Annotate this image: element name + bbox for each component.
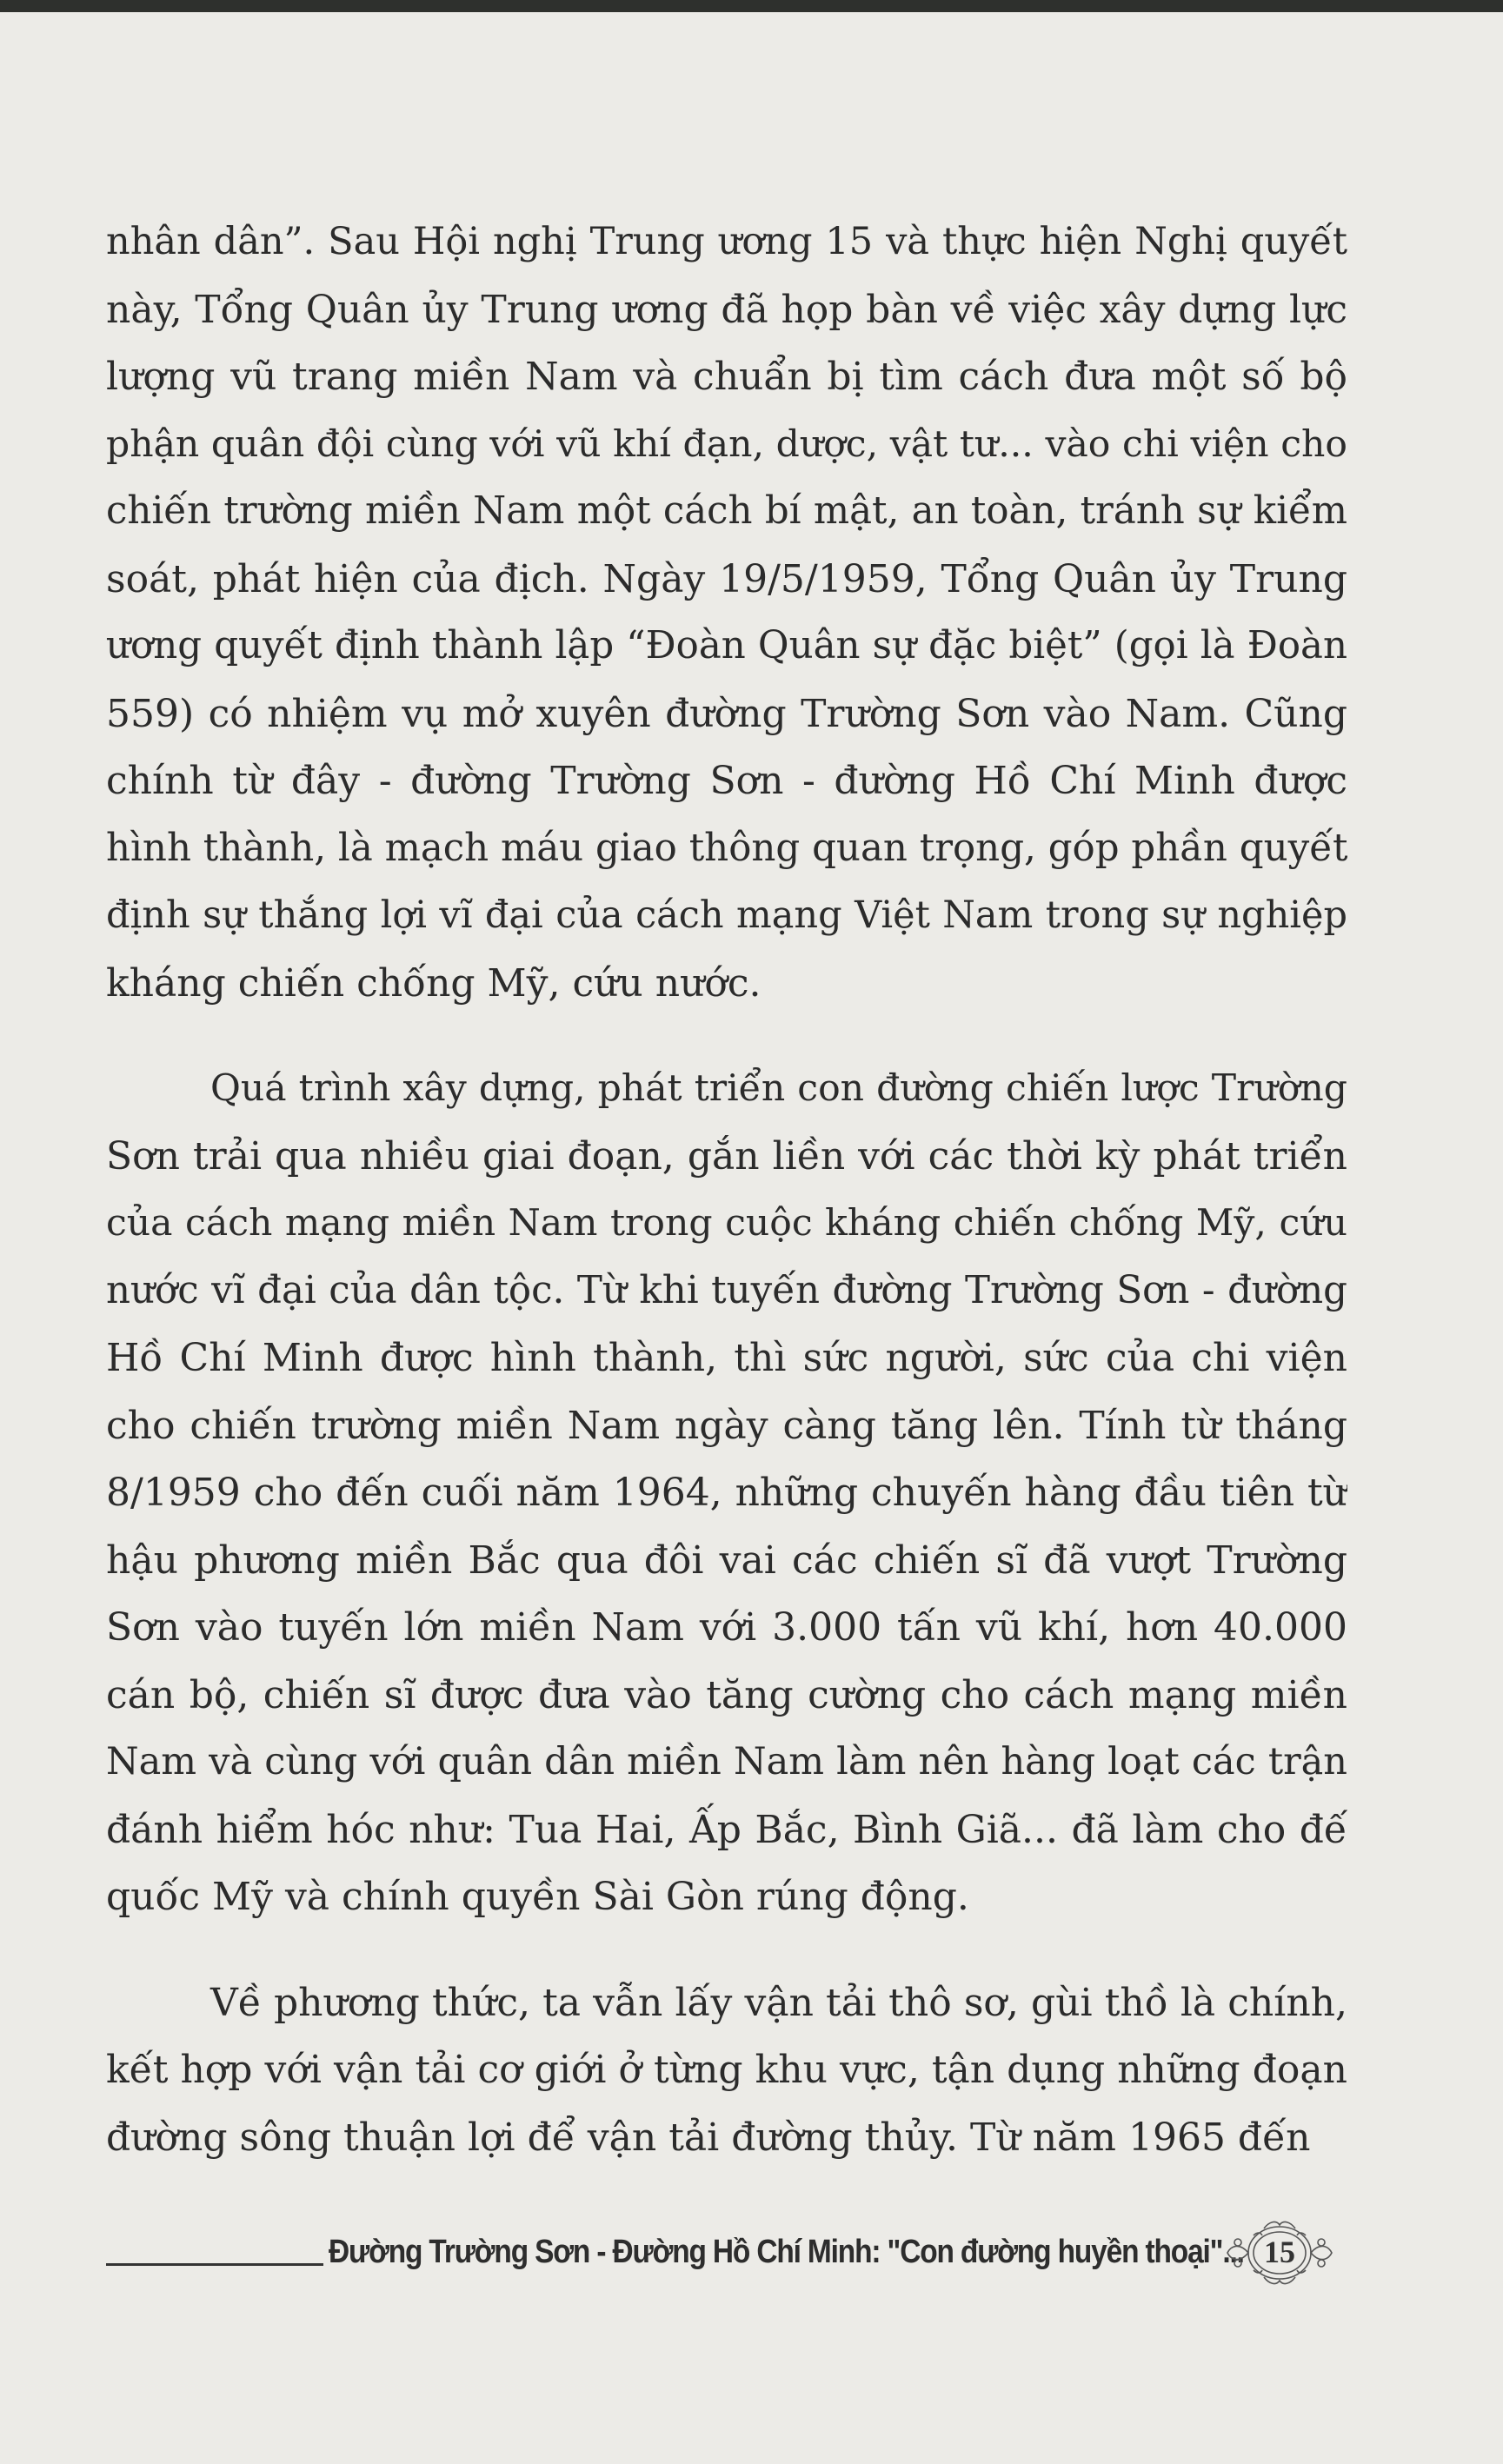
text-line: đường sông thuận lợi để vận tải đường thủy. Từ năm 1965 đến bbox=[106, 2115, 1311, 2160]
text-line: Quá trình xây dựng, phát triển con đường chiến lược Trường bbox=[210, 1067, 1347, 1110]
paragraph-gap bbox=[106, 1931, 1347, 1969]
footer-rule bbox=[106, 2263, 323, 2266]
body-text bbox=[106, 209, 1347, 2171]
text-line: ương quyết định thành lập “Đoàn Quân sự đặc biệt” (gọi là Đoàn bbox=[106, 624, 1347, 667]
text-line: Sơn trải qua nhiều giai đoạn, gắn liền với các thời kỳ phát triển bbox=[106, 1133, 1347, 1179]
text-line: Hồ Chí Minh được hình thành, thì sức người, sức của chi viện bbox=[106, 1336, 1347, 1380]
page-number: 15 bbox=[1264, 2235, 1295, 2269]
text-line: cho chiến trường miền Nam ngày càng tăng lên. Tính từ tháng bbox=[106, 1403, 1347, 1448]
text-line: nước vĩ đại của dân tộc. Từ khi tuyến đường Trường Sơn - đường bbox=[106, 1268, 1347, 1312]
text-line: nhân dân”. Sau Hội nghị Trung ương 15 và thực hiện Nghị quyết bbox=[106, 220, 1347, 263]
text-line: 559) có nhiệm vụ mở xuyên đường Trường Sơn vào Nam. Cũng bbox=[106, 691, 1347, 736]
paragraph bbox=[106, 209, 1347, 1017]
text-line: định sự thắng lợi vĩ đại của cách mạng Việt Nam trong sự nghiệp bbox=[106, 893, 1347, 937]
text-line: chiến trường miền Nam một cách bí mật, an toàn, tránh sự kiểm bbox=[106, 489, 1347, 533]
text-line: 8/1959 cho đến cuối năm 1964, những chuyến hàng đầu tiên từ bbox=[106, 1471, 1347, 1515]
text-line: cán bộ, chiến sĩ được đưa vào tăng cường cho cách mạng miền bbox=[106, 1672, 1347, 1717]
text-line: của cách mạng miền Nam trong cuộc kháng chiến chống Mỹ, cứu bbox=[106, 1202, 1347, 1245]
text-line: Sơn vào tuyến lớn miền Nam với 3.000 tấn vũ khí, hơn 40.000 bbox=[106, 1605, 1347, 1650]
text-line: soát, phát hiện của địch. Ngày 19/5/1959, Tổng Quân ủy Trung bbox=[106, 556, 1347, 601]
text-line: kết hợp với vận tải cơ giới ở từng khu vực, tận dụng những đoạn bbox=[106, 2048, 1347, 2092]
text-line: Về phương thức, ta vẫn lấy vận tải thô sơ, gùi thồ là chính, bbox=[210, 1980, 1347, 2025]
text-line: chính từ đây - đường Trường Sơn - đường Hồ Chí Minh được bbox=[106, 759, 1347, 803]
text-line: phận quân đội cùng với vũ khí đạn, dược, vật tư... vào chi viện cho bbox=[106, 422, 1347, 466]
text-line: này, Tổng Quân ủy Trung ương đã họp bàn về việc xây dựng lực bbox=[106, 287, 1347, 332]
text-line: đánh hiểm hóc như: Tua Hai, Ấp Bắc, Bình Giã... đã làm cho đế bbox=[106, 1807, 1347, 1852]
running-footer bbox=[106, 2223, 1349, 2284]
paragraph bbox=[106, 1969, 1347, 2172]
text-line: lượng vũ trang miền Nam và chuẩn bị tìm cách đưa một số bộ bbox=[106, 355, 1347, 399]
text-line: kháng chiến chống Mỹ, cứu nước. bbox=[106, 960, 761, 1006]
paragraph bbox=[106, 1055, 1347, 1931]
text-line: quốc Mỹ và chính quyền Sài Gòn rúng động. bbox=[106, 1875, 969, 1919]
text-line: Nam và cùng với quân dân miền Nam làm nên hàng loạt các trận bbox=[106, 1740, 1347, 1783]
page-top-edge bbox=[0, 0, 1503, 12]
text-line: hình thành, là mạch máu giao thông quan trọng, góp phần quyết bbox=[106, 826, 1347, 870]
paragraph-gap bbox=[106, 1017, 1347, 1055]
text-line: hậu phương miền Bắc qua đôi vai các chiến sĩ đã vượt Trường bbox=[106, 1538, 1347, 1583]
footer-book-title: Đường Trường Sơn - Đường Hồ Chí Minh: "Con đường huyền thoại"... bbox=[329, 2234, 1244, 2270]
